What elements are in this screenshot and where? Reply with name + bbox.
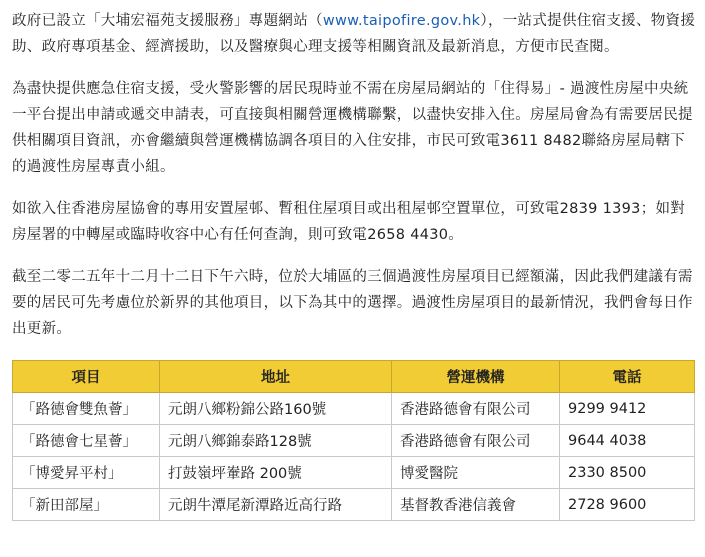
website-link[interactable]: www.taipofire.gov.hk [322,13,481,29]
header-project: 項目 [13,361,160,393]
header-operator: 營運機構 [392,361,560,393]
transitional-housing-table [12,360,695,521]
address-cell: 元朗八鄉粉錦公路160號 [160,393,392,425]
table-row [13,457,695,489]
table-row [13,425,695,457]
phone-cell: 2728 9600 [560,489,695,521]
intro-paragraph [12,8,696,60]
project-cell: 「路德會七星薈」 [13,425,160,457]
phone-cell: 9299 9412 [560,393,695,425]
project-cell: 「博愛昇平村」 [13,457,160,489]
address-cell: 元朗牛潭尾新潭路近高行路 [160,489,392,521]
operator-cell: 基督教香港信義會 [392,489,560,521]
header-address: 地址 [160,361,392,393]
project-cell: 「新田部屋」 [13,489,160,521]
intro-text-after: ），一站式提供住宿支援、物資援助、政府專項基金、經濟援助，以及醫療與心理支援等相關資訊及最新消息，方便市民查閱。 [12,13,696,55]
phone-cell: 2330 8500 [560,457,695,489]
status-update-paragraph: 截至二零二五年十二月十二日下午六時，位於大埔區的三個過渡性房屋項目已經額滿，因此我們建議有需要的居民可先考慮位於新界的其他項目，以下為其中的選擇。過渡性房屋項目的最新情況，我們會每日作出更新。 [12,269,693,337]
operator-cell: 博愛醫院 [392,457,560,489]
address-cell: 元朗八鄉錦泰路128號 [160,425,392,457]
phone-cell: 9644 4038 [560,425,695,457]
article-content [12,8,696,521]
housing-support-paragraph: 為盡快提供應急住宿支援，受火警影響的居民現時並不需在房屋局網站的「住得易」- 過渡性房屋中央統一平台提出申請或遞交申請表，可直接與相關營運機構聯繫，以盡快安排入住。房屋局會為有需要居民提供相關項目資訊，亦會繼續與營運機構協調各項目的入住安排，市民可致電3611 8482聯絡房屋局轄下的過渡性房屋專責小組。 [12,81,693,175]
housing-society-paragraph: 如欲入住香港房屋協會的專用安置屋邨、暫租住屋項目或出租屋邨空置單位，可致電2839 1393；如對房屋署的中轉屋或臨時收容中心有任何查詢，則可致電2658 4430。 [12,201,686,243]
table-row [13,489,695,521]
table-header-row [13,361,695,393]
address-cell: 打鼓嶺坪輋路 200號 [160,457,392,489]
header-phone: 電話 [560,361,695,393]
operator-cell: 香港路德會有限公司 [392,393,560,425]
operator-cell: 香港路德會有限公司 [392,425,560,457]
intro-text-before: 政府已設立「大埔宏福苑支援服務」專題網站（ [12,13,323,29]
project-cell: 「路德會雙魚薈」 [13,393,160,425]
table-row [13,393,695,425]
